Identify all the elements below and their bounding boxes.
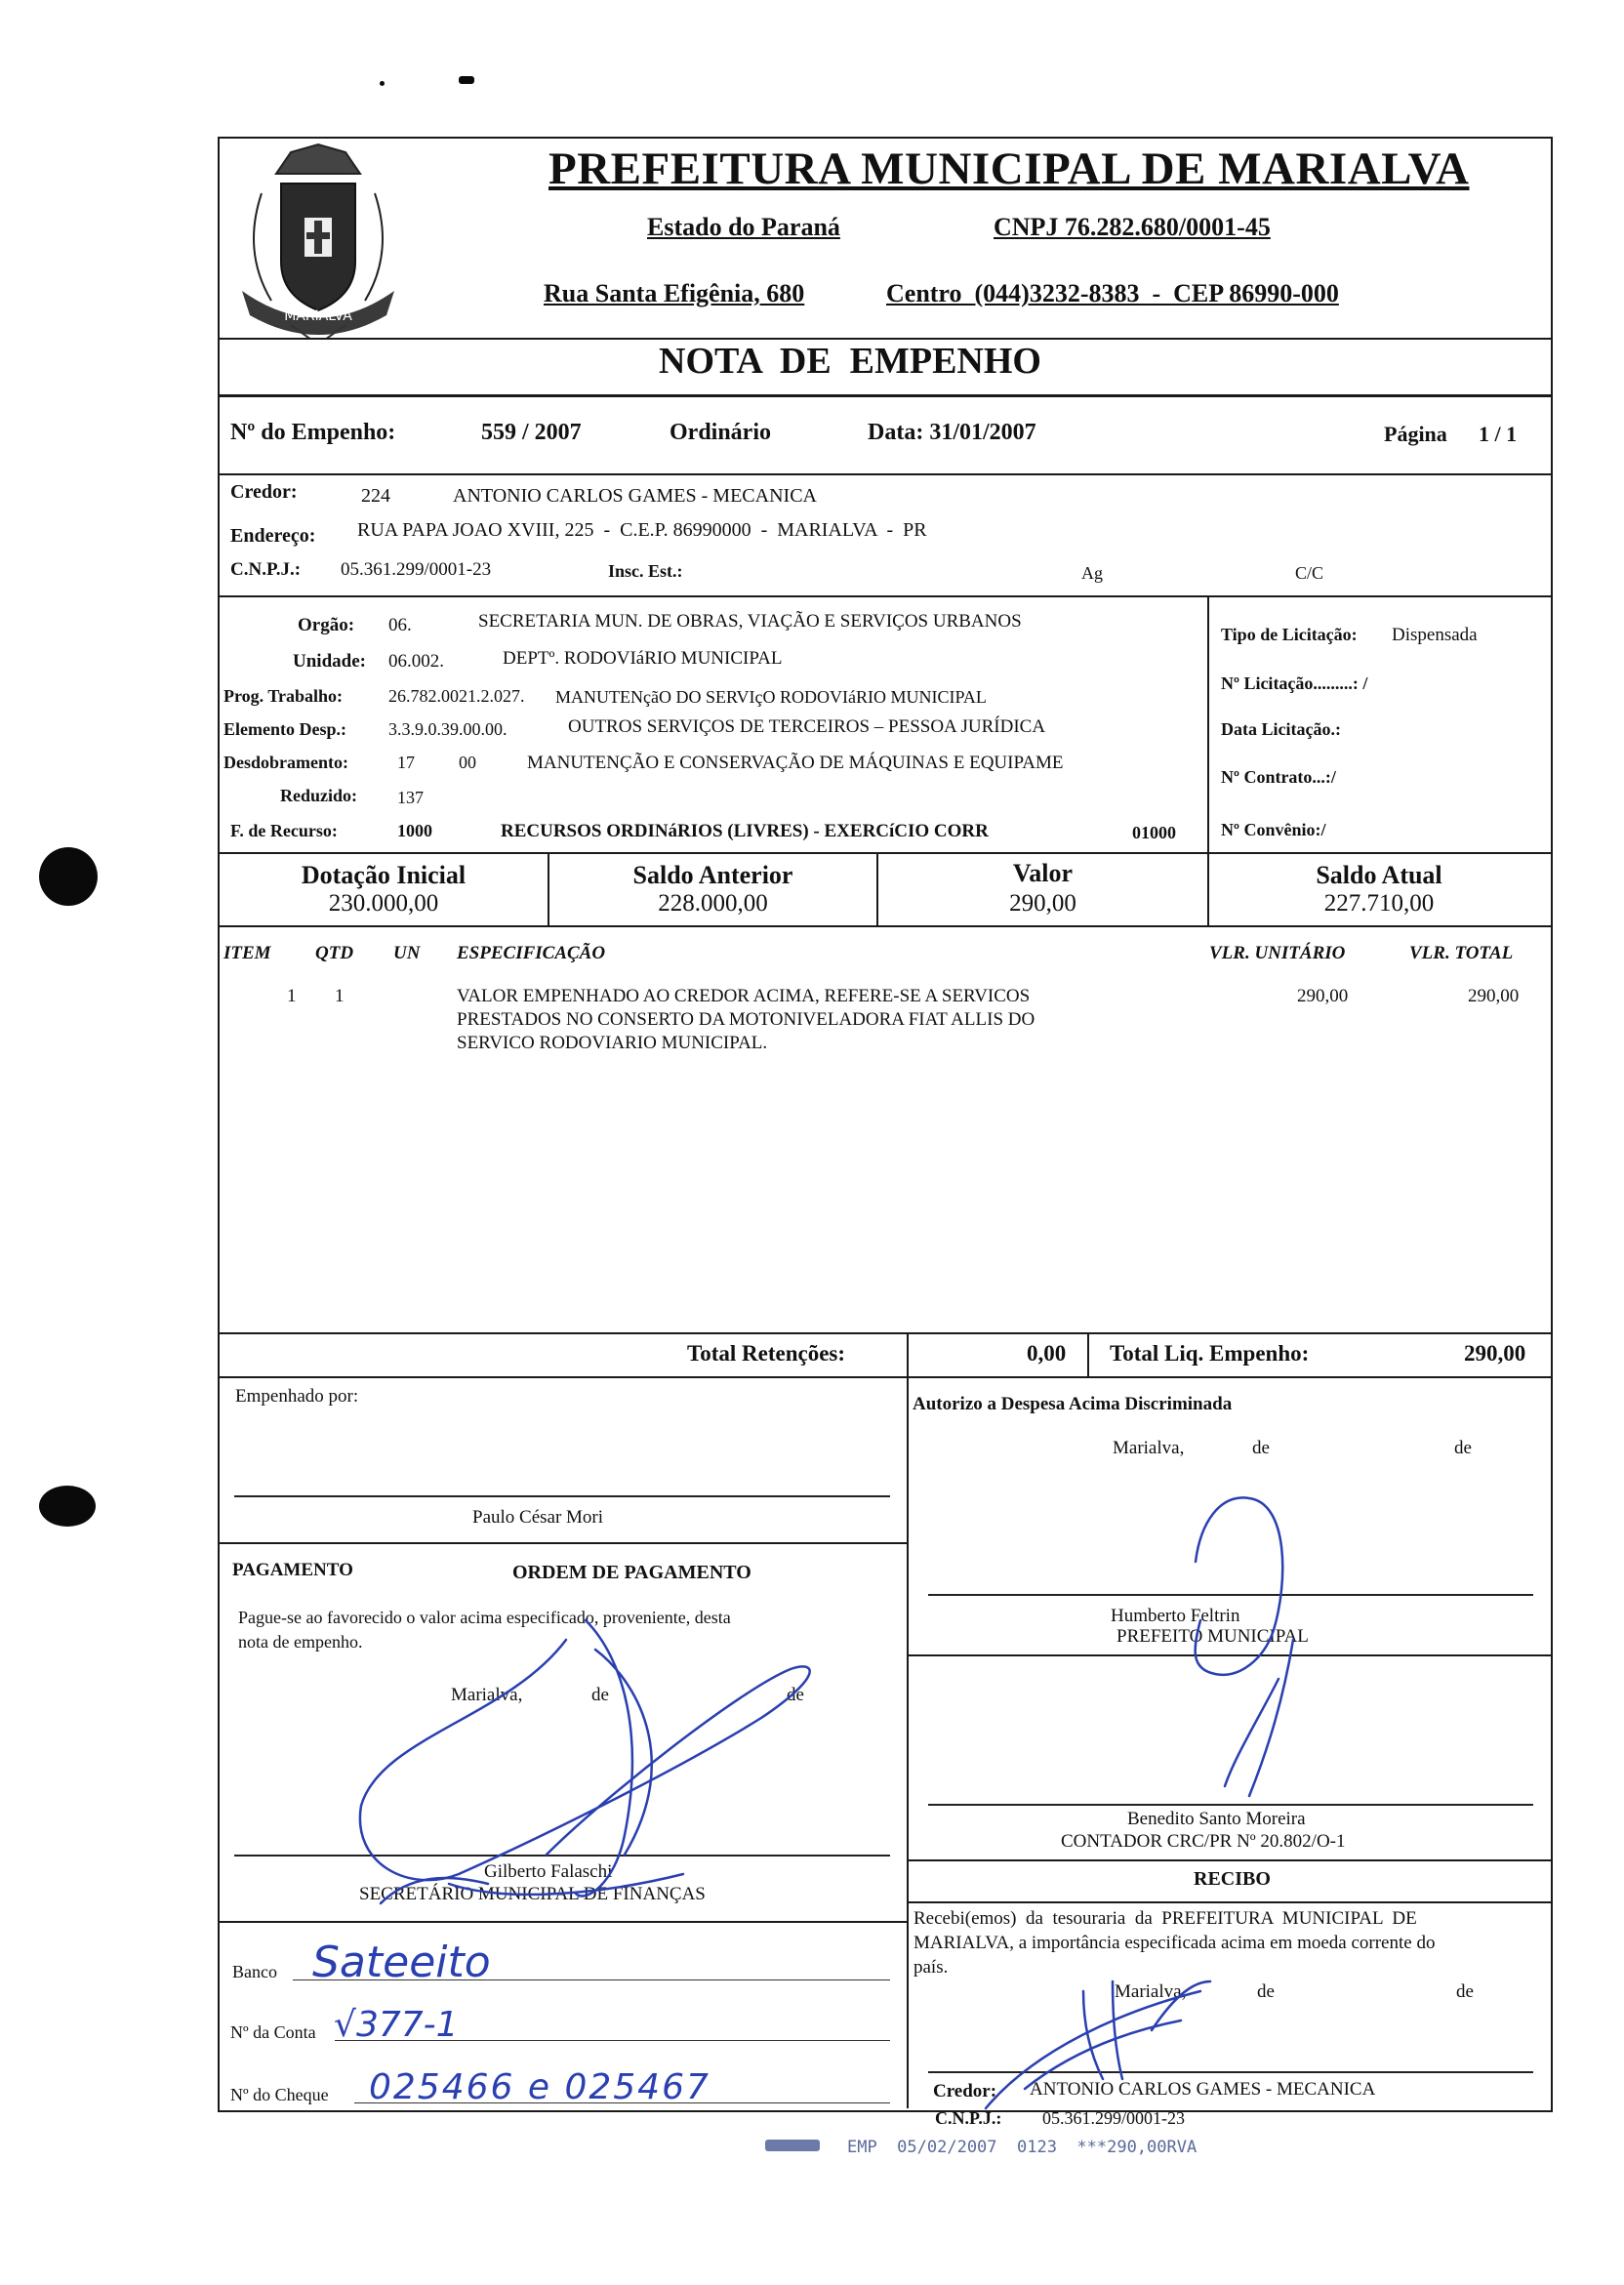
empenho-type: Ordinário <box>670 420 772 445</box>
street-label: Rua Santa Efigênia, 680 <box>544 279 805 307</box>
saldo-anterior-label: Saldo Anterior <box>632 861 793 889</box>
recibo-text-3: país. <box>914 1957 949 1978</box>
recibo-credor-value: ANTONIO CARLOS GAMES - MECANICA <box>1030 2079 1376 2100</box>
state-label: Estado do Paraná <box>647 213 840 241</box>
saldo-atual-value: 227.710,00 <box>1323 890 1435 917</box>
secretario-title: SECRETÁRIO MUNICIPAL DE FINANÇAS <box>359 1884 706 1904</box>
prog-label: Prog. Trabalho: <box>223 686 344 706</box>
ag-label: Ag <box>1081 563 1103 583</box>
recibo-label: RECIBO <box>1194 1868 1271 1890</box>
autorizo-label: Autorizo a Despesa Acima Discriminada <box>913 1394 1233 1414</box>
empenho-label: Nº do Empenho: <box>230 420 396 445</box>
cheque-label: Nº do Cheque <box>230 2085 329 2104</box>
elemento-label: Elemento Desp.: <box>223 719 346 739</box>
valor-label: Valor <box>1012 859 1074 887</box>
credor-cnpj-value: 05.361.299/0001-23 <box>341 559 492 580</box>
unidade-code: 06.002. <box>388 651 444 672</box>
orgao-label: Orgão: <box>298 615 355 635</box>
recibo-cnpj-label: C.N.P.J.: <box>935 2108 1002 2128</box>
recibo-de1: de <box>1257 1981 1275 2002</box>
page-number-label: Página <box>1384 422 1447 446</box>
desdobramento-label: Desdobramento: <box>223 753 348 772</box>
banco-label: Banco <box>232 1962 277 1981</box>
prog-name: MANUTENçãO DO SERVIçO RODOVIáRIO MUNICIPAL <box>555 687 987 707</box>
recibo-text-1: Recebi(emos) da tesouraria da PREFEITURA MUNICIPAL DE <box>914 1908 1417 1929</box>
recibo-credor-label: Credor: <box>933 2081 997 2101</box>
prog-code: 26.782.0021.2.027. <box>388 686 525 706</box>
reduzido-label: Reduzido: <box>280 786 358 805</box>
autorizo-place: Marialva, <box>1113 1438 1185 1458</box>
recurso-name: RECURSOS ORDINáRIOS (LIVRES) - EXERCíCIO CORR <box>501 821 989 841</box>
row-total: 290,00 <box>1468 986 1520 1006</box>
saldo-anterior-value: 228.000,00 <box>658 890 768 917</box>
page-title: PREFEITURA MUNICIPAL DE MARIALVA <box>548 143 1470 194</box>
reduzido-code: 137 <box>397 788 424 807</box>
valor-value: 290,00 <box>1009 890 1076 917</box>
row-item: 1 <box>287 986 297 1006</box>
page-number-value: 1 / 1 <box>1479 422 1518 446</box>
banco-value: Sateeito <box>312 1938 491 1987</box>
row-spec-line-2: PRESTADOS NO CONSERTO DA MOTONIVELADORA FIAT ALLIS DO <box>457 1009 1035 1030</box>
col-qtd: QTD <box>315 943 354 963</box>
col-total: VLR. TOTAL <box>1409 943 1514 963</box>
orgao-code: 06. <box>388 615 412 635</box>
conta-value: √377-1 <box>334 2005 459 2045</box>
pagamento-text-2: nota de empenho. <box>238 1632 363 1652</box>
credor-cnpj-label: C.N.P.J.: <box>230 559 302 580</box>
conta-label: Nº da Conta <box>230 2022 316 2042</box>
cnpj-label: CNPJ 76.282.680/0001-45 <box>994 213 1271 241</box>
empenho-date: Data: 31/01/2007 <box>868 420 1036 445</box>
numero-convenio: Nº Convênio:/ <box>1221 820 1326 839</box>
col-un: UN <box>393 943 421 963</box>
pagamento-place: Marialva, <box>451 1685 523 1705</box>
seal-text: MARIALVA <box>284 308 352 324</box>
autorizo-de2: de <box>1454 1438 1472 1458</box>
retencoes-label: Total Retenções: <box>687 1341 846 1366</box>
pagamento-text-1: Pague-se ao favorecido o valor acima especificado, proveniente, desta <box>238 1608 731 1627</box>
address-value: RUA PAPA JOAO XVIII, 225 - C.E.P. 86990000 - MARIALVA - PR <box>357 519 927 541</box>
doc-title: NOTA DE EMPENHO <box>659 341 1041 382</box>
recibo-cnpj-value: 05.361.299/0001-23 <box>1042 2108 1185 2128</box>
unidade-name: DEPTº. RODOVIáRIO MUNICIPAL <box>503 648 783 669</box>
prefeito-name: Humberto Feltrin <box>1111 1606 1240 1626</box>
pagamento-de1: de <box>591 1685 609 1705</box>
cheque-value: 025466 e 025467 <box>369 2067 710 2107</box>
ordem-label: ORDEM DE PAGAMENTO <box>512 1562 751 1583</box>
tipo-licitacao-label: Tipo de Licitação: <box>1221 625 1358 644</box>
row-qtd: 1 <box>335 986 345 1006</box>
liq-label: Total Liq. Empenho: <box>1110 1341 1310 1366</box>
contador-title: CONTADOR CRC/PR Nº 20.802/O-1 <box>1061 1831 1346 1852</box>
empenho-number: 559 / 2007 <box>481 420 582 445</box>
recurso-num: 01000 <box>1132 823 1176 842</box>
contador-name: Benedito Santo Moreira <box>1127 1809 1306 1829</box>
recurso-code: 1000 <box>397 821 432 840</box>
empenhado-label: Empenhado por: <box>235 1386 359 1407</box>
row-spec-line-1: VALOR EMPENHADO AO CREDOR ACIMA, REFERE-SE A SERVICOS <box>457 986 1031 1006</box>
numero-licitacao: Nº Licitação.........: / <box>1221 673 1368 693</box>
bank-stamp: EMP 05/02/2007 0123 ***290,00RVA <box>847 2138 1198 2157</box>
data-licitacao: Data Licitação.: <box>1221 719 1341 739</box>
retencoes-value: 0,00 <box>1027 1341 1067 1366</box>
address-label: Endereço: <box>230 525 316 547</box>
elemento-code: 3.3.9.0.39.00.00. <box>388 719 508 739</box>
liq-value: 290,00 <box>1464 1341 1526 1366</box>
autorizo-de1: de <box>1252 1438 1270 1458</box>
col-item: ITEM <box>223 943 271 963</box>
recurso-label: F. de Recurso: <box>230 821 338 840</box>
col-unit: VLR. UNITÁRIO <box>1209 943 1346 963</box>
credor-code: 224 <box>361 485 390 507</box>
saldo-atual-label: Saldo Atual <box>1316 861 1442 889</box>
secretario-name: Gilberto Falaschi <box>484 1861 613 1882</box>
cc-label: C/C <box>1295 563 1324 583</box>
empenhado-name: Paulo César Mori <box>472 1507 604 1528</box>
desdobramento-code: 17 <box>397 753 415 772</box>
insc-label: Insc. Est.: <box>608 561 683 581</box>
dotacao-label: Dotação Inicial <box>301 861 467 889</box>
row-unit: 290,00 <box>1297 986 1349 1006</box>
contact-label: Centro (044)3232-8383 - CEP 86990-000 <box>886 279 1339 307</box>
row-spec-line-3: SERVICO RODOVIARIO MUNICIPAL. <box>457 1033 768 1053</box>
elemento-name: OUTROS SERVIÇOS DE TERCEIROS – PESSOA JURÍDICA <box>568 716 1046 737</box>
credor-label: Credor: <box>230 481 298 503</box>
dotacao-value: 230.000,00 <box>328 890 439 917</box>
col-spec: ESPECIFICAÇÃO <box>457 943 606 963</box>
orgao-name: SECRETARIA MUN. DE OBRAS, VIAÇÃO E SERVIÇOS URBANOS <box>478 611 1022 632</box>
pagamento-de2: de <box>787 1685 804 1705</box>
prefeito-title: PREFEITO MUNICIPAL <box>1116 1626 1309 1647</box>
recibo-place: Marialva, <box>1115 1981 1187 2002</box>
unidade-label: Unidade: <box>293 651 366 672</box>
desdobramento-name: MANUTENÇÃO E CONSERVAÇÃO DE MÁQUINAS E EQUIPAME <box>527 753 1064 773</box>
tipo-licitacao-value: Dispensada <box>1392 625 1478 645</box>
recibo-de2: de <box>1456 1981 1474 2002</box>
credor-name: ANTONIO CARLOS GAMES - MECANICA <box>453 485 817 507</box>
pagamento-label: PAGAMENTO <box>232 1560 353 1580</box>
recibo-text-2: MARIALVA, a importância especificada acima em moeda corrente do <box>914 1933 1436 1953</box>
numero-contrato: Nº Contrato...:/ <box>1221 767 1336 787</box>
desdobramento-sub: 00 <box>459 753 476 772</box>
